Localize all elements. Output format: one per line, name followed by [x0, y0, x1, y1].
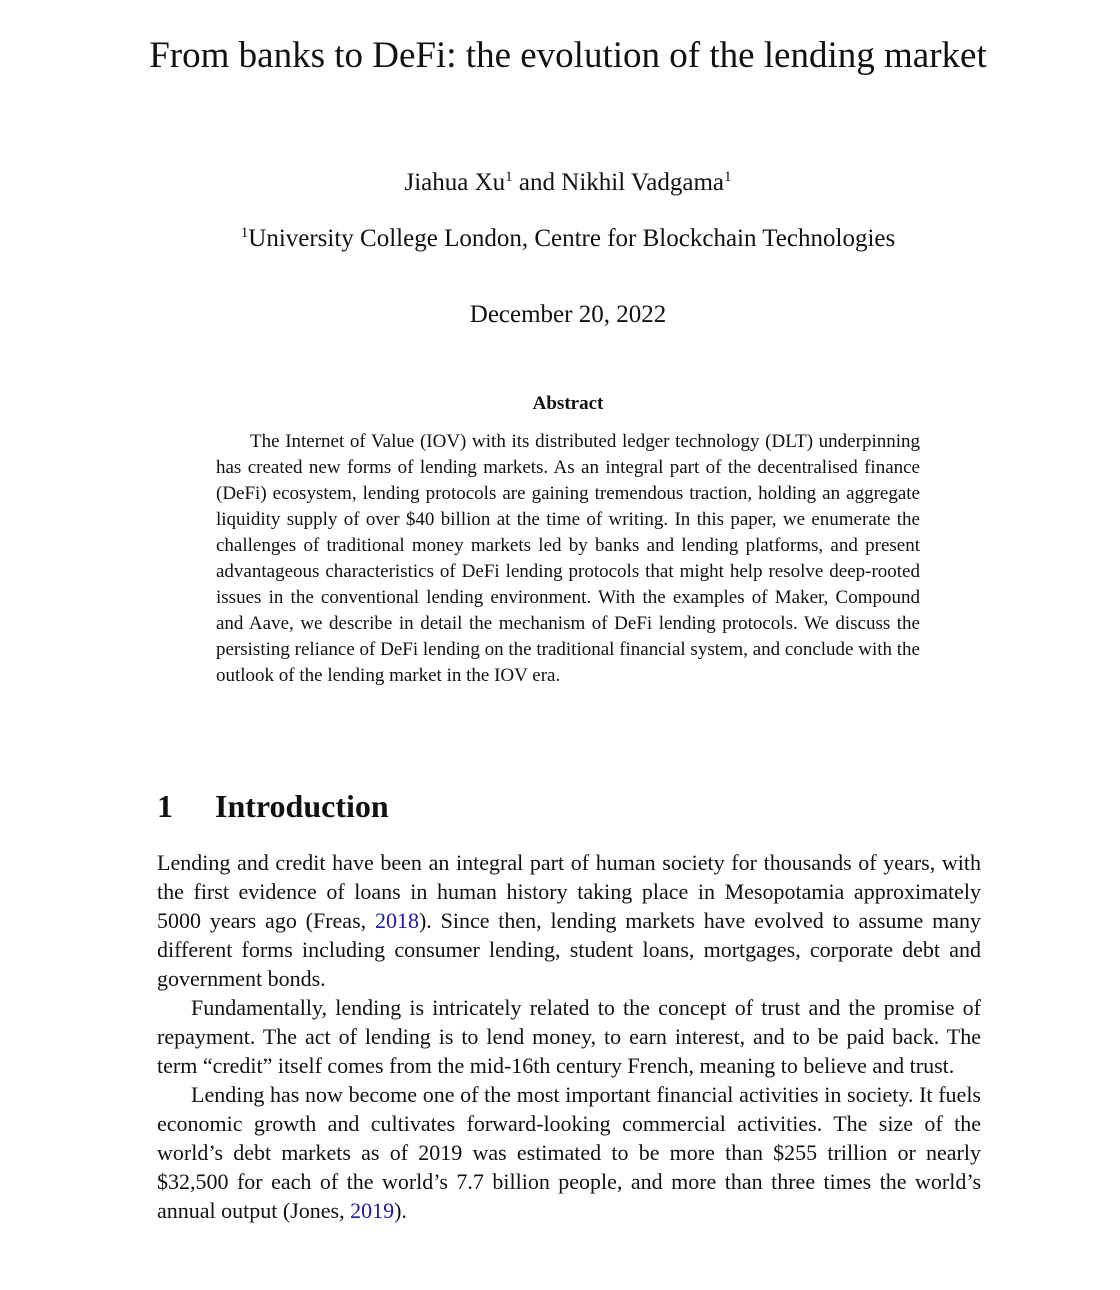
paragraph [157, 848, 981, 993]
affiliation [120, 222, 1016, 256]
paragraph-text: Lending and credit have been an integral part of human society for thousands of years, with the first evidence of loans in human history taking place in Mesopotamia approximately 5000 years ago (Freas, [157, 850, 981, 933]
author-list [120, 166, 1016, 200]
abstract-heading: Abstract [532, 393, 604, 414]
section-number: 1 [157, 788, 173, 824]
paragraph-text: ). Since then, lending markets have evolved to assume many different forms including consumer lending, student loans, mortgages, corporate debt and government bonds. [157, 908, 981, 991]
citation-link[interactable]: 2019 [350, 1198, 395, 1223]
author-separator: and [512, 169, 562, 196]
affiliation-mark: 1 [505, 169, 513, 185]
paragraph-text: Lending has now become one of the most important financial activities in society. It fuels economic growth and cultivates forward-looking commercial activities. The size of the world’s debt markets as of 2019 was estimated to be more than $255 trillion or nearly $32,500 for each of the world’s 7.7 billion people, and more than three times the world’s annual output (Jones, [157, 1082, 981, 1223]
section-title: Introduction [215, 788, 389, 824]
author-name: Jiahua Xu [404, 169, 506, 196]
author-name: Nikhil Vadgama [561, 169, 724, 196]
paragraph: Fundamentally, lending is intricately related to the concept of trust and the promise of repayment. The act of lending is to lend money, to earn interest, and to be paid back. The term “credit” itself comes from the mid-16th century French, meaning to believe and trust. [157, 995, 981, 1078]
affiliation-mark: 1 [240, 225, 249, 241]
paragraph-text: ). [394, 1198, 407, 1223]
section-body [157, 848, 981, 1225]
section-heading [157, 786, 389, 826]
paragraph [157, 1080, 981, 1225]
affiliation-mark: 1 [724, 169, 732, 185]
affiliation-text: University College London, Centre for Blockchain Technologies [248, 225, 896, 252]
paper-title: From banks to DeFi: the evolution of the lending market [149, 35, 987, 76]
abstract-text: The Internet of Value (IOV) with its distributed ledger technology (DLT) underpinning has created new forms of lending markets. As an integral part of the decentralised finance (DeFi) ecosystem, lending protocols are gaining tremendous traction, holding an aggregate liquidity supply of over $40 billion at the time of writing. In this paper, we enumerate the challenges of traditional money markets led by banks and lending platforms, and present advantageous characteristics of DeFi lending protocols that might help resolve deep-rooted issues in the conventional lending environment. With the examples of Maker, Compound and Aave, we describe in detail the mechanism of DeFi lending protocols. We discuss the persisting reliance of DeFi lending on the traditional financial system, and conclude with the outlook of the lending market in the IOV era. [216, 431, 920, 686]
paper-date: December 20, 2022 [469, 301, 667, 328]
citation-link[interactable]: 2018 [374, 908, 419, 933]
